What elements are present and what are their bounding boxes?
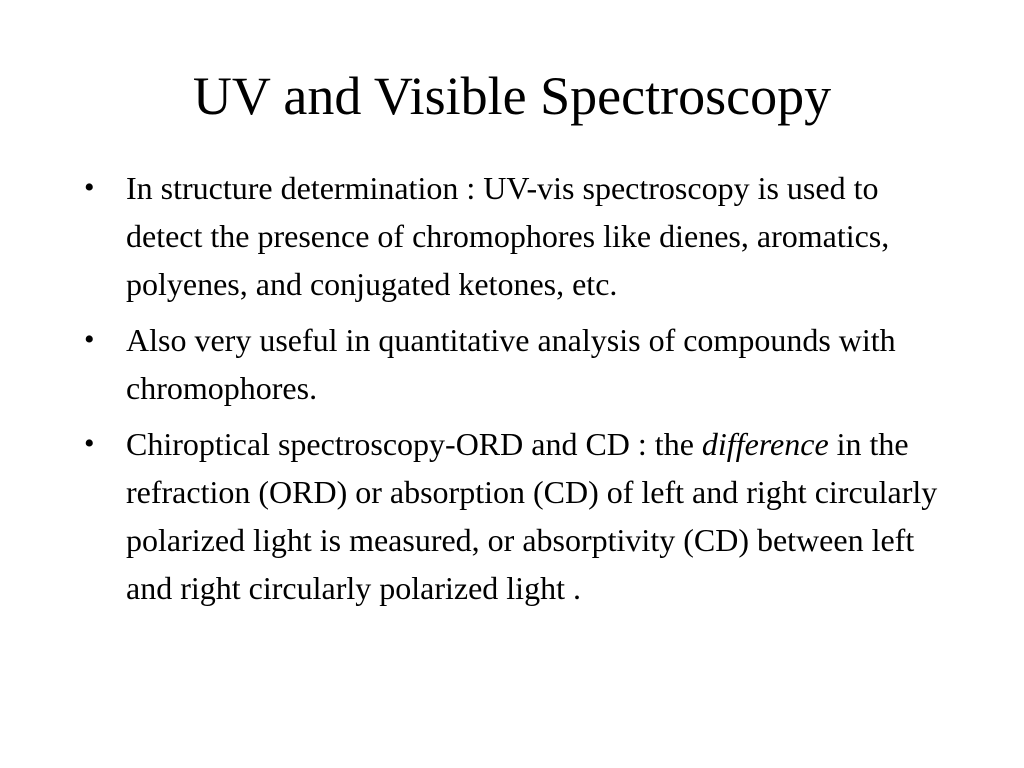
bullet-marker-icon: • [84,323,95,356]
bullet-text-lead: Chiroptical spectroscopy-ORD and CD : the [126,426,702,462]
bullet-item-quantitative-analysis [82,316,962,412]
bullet-text-rest: in the refraction (ORD) or absorption (CD) of left and right circularly polarized light is measured, or absorptivity (CD) between left and right circularly polarized light . [126,426,938,606]
bullet-marker-icon: • [84,171,95,204]
bullet-list [82,164,962,620]
bullet-text: Also very useful in quantitative analysis of compounds with chromophores. [126,322,896,406]
bullet-item-structure-determination [82,164,962,308]
bullet-text: In structure determination : UV-vis spectroscopy is used to detect the presence of chromophores like dienes, aromatics, polyenes, and conjugated ketones, etc. [126,170,890,302]
bullet-item-chiroptical-spectroscopy [82,420,962,612]
slide-title: UV and Visible Spectroscopy [192,66,832,126]
bullet-marker-icon: • [84,427,95,460]
emphasized-term: difference [701,426,829,462]
